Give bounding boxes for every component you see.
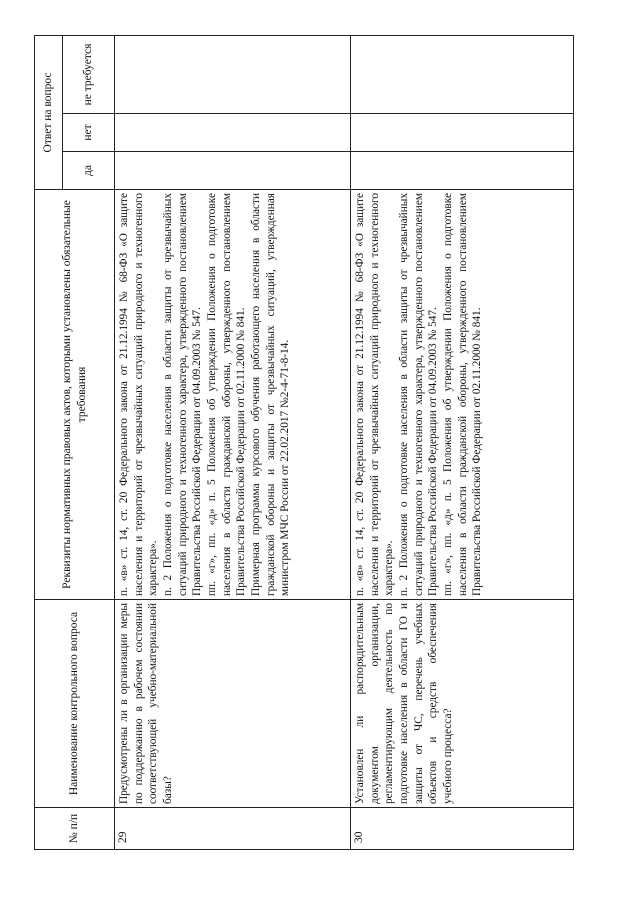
requisite-paragraph: пп. «г», пп. «д» п. 5 Положения об утверждении Положения о подготовке населения в области гражданской обороны, утвержденного постановлением Правительства Российской Федерации от 02.11.2000 № 841.	[442, 193, 484, 596]
header-num: № п/п	[35, 808, 115, 850]
header-answer-not-required: не требуется	[63, 35, 115, 113]
requisite-paragraph: пп. «г», пп. «д» п. 5 Положения об утверждении Положения о подготовке населения в области гражданской обороны, утвержденного постановлением Правительства Российской Федерации от 02.11.2000 № 841.	[206, 193, 248, 596]
question-text: Установлен ли распорядительным документом организации, регламентирующим деятельность по подготовке населения в области ГО и защиты от ЧС, перечень учебных объектов и средств обеспечения учебного процесса?	[351, 600, 574, 808]
header-requisites: Реквизиты нормативных правовых актов, которыми установлены обязательные требования	[35, 190, 115, 600]
header-answer-no: нет	[63, 114, 115, 152]
requisite-paragraph: п. 2 Положения о подготовке населения в области защиты от чрезвычайных ситуаций природного и техногенного характера, утвержденного постановлением Правительства Российской Федерации от 04.09.2003 № 547.	[162, 193, 204, 596]
answer-yes-cell[interactable]	[351, 152, 574, 190]
requisite-paragraph: п. «в» ст. 14, ст. 20 Федерального закона от 21.12.1994 № 68-ФЗ «О защите населения и территорий от чрезвычайных ситуаций природного и техногенного характера».	[118, 193, 160, 596]
requisite-paragraph: п. «в» ст. 14, ст. 20 Федерального закона от 21.12.1994 № 68-ФЗ «О защите населения и территорий от чрезвычайных ситуаций природного и техногенного характера».	[354, 193, 396, 596]
answer-no-cell[interactable]	[351, 114, 574, 152]
requisites-cell	[115, 190, 351, 600]
rotated-table-page	[34, 36, 574, 850]
row-number: 30	[351, 808, 574, 850]
control-questions-table	[34, 35, 574, 850]
requisite-paragraph: Примерная программа курсового обучения работающего населения в области гражданской обороны и защиты от чрезвычайных ситуаций, утвержденная министром МЧС России от 22.02.2017 №2-4-71-8-14.	[250, 193, 292, 596]
header-question-name: Наименование контрольного вопроса	[35, 600, 115, 808]
row-number: 29	[115, 808, 351, 850]
answer-no-cell[interactable]	[115, 114, 351, 152]
answer-not-required-cell[interactable]	[115, 35, 351, 113]
question-text: Предусмотрены ли в организации меры по поддержанию в рабочем состоянии соответствующей учебно-материальной базы?	[115, 600, 351, 808]
requisites-cell	[351, 190, 574, 600]
header-answer-yes: да	[63, 152, 115, 190]
header-answer: Ответ на вопрос	[35, 35, 63, 189]
answer-yes-cell[interactable]	[115, 152, 351, 190]
table-row	[115, 35, 351, 849]
answer-not-required-cell[interactable]	[351, 35, 574, 113]
requisite-paragraph: п. 2 Положения о подготовке населения в области защиты от чрезвычайных ситуаций природного и техногенного характера, утвержденного постановлением Правительства Российской Федерации от 04.09.2003 № 547.	[398, 193, 440, 596]
table-row	[351, 35, 574, 849]
